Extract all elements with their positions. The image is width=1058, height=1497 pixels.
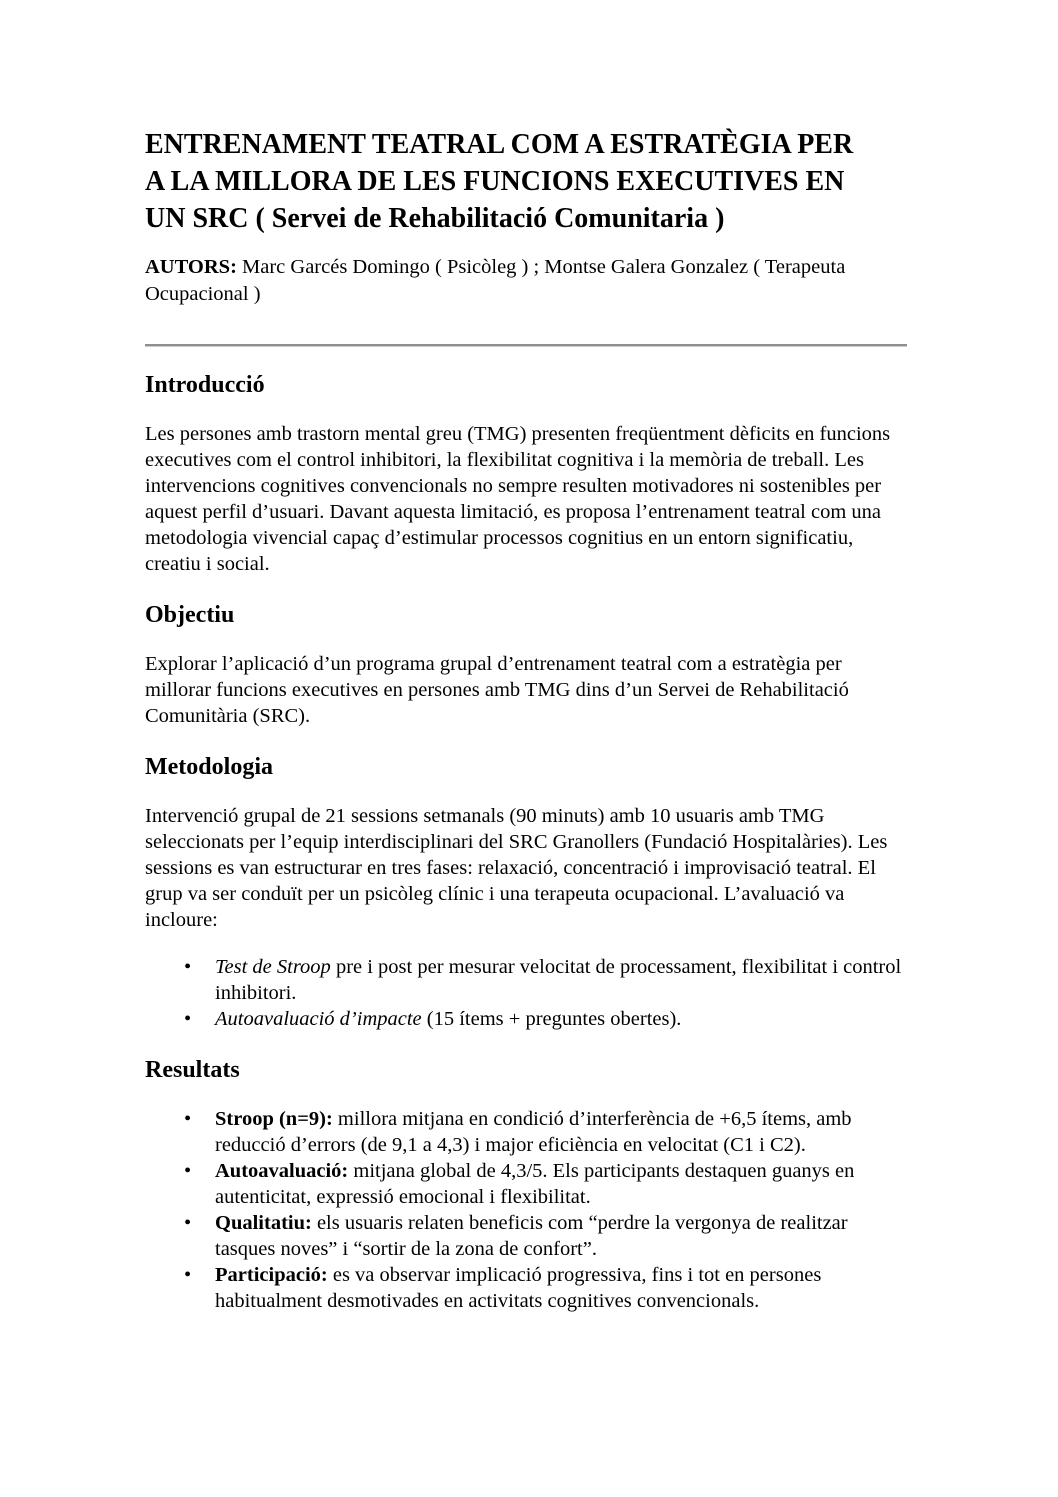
document-title-line: ENTRENAMENT TEATRAL COM A ESTRATÈGIA PER [145,129,854,160]
bullet-lead: Qualitatiu: [215,1212,312,1234]
bullet-item-autoavaluacio-impacte [215,1006,907,1032]
authors-label: AUTORS: [145,256,237,278]
bullet-text: es va observar implicació progressiva, fins i tot en persones habitualment desmotivades en activitats cognitives convencionals. [215,1264,822,1312]
document-title [145,126,907,237]
document-title-line: UN SRC ( Servei de Rehabilitació Comunitaria ) [145,203,725,234]
bullet-item-test-stroop [215,954,907,1006]
authors-line [145,254,907,308]
bullet-lead: Participació: [215,1264,328,1286]
bullet-item-stroop [215,1106,907,1158]
bullet-text: mitjana global de 4,3/5. Els participants destaquen guanys en autenticitat, expressió emocional i flexibilitat. [215,1160,855,1208]
authors-names: Marc Garcés Domingo ( Psicòleg ) ; Montse Galera Gonzalez ( Terapeuta Ocupacional ) [145,256,846,305]
bullet-lead: Autoavaluació: [215,1160,349,1182]
section-divider [145,344,907,347]
paragraph-objectiu: Explorar l’aplicació d’un programa grupal d’entrenament teatral com a estratègia per millorar funcions executives en persones amb TMG dins d’un Servei de Rehabilitació Comunitària (SRC). [145,653,849,727]
section-heading-introduccio: Introducció [145,372,265,398]
resultats-bullet-list [145,1106,907,1314]
section-heading-resultats: Resultats [145,1057,240,1083]
bullet-lead: Autoavaluació d’impacte [215,1008,422,1030]
bullet-lead: Stroop (n=9): [215,1108,333,1130]
paragraph-metodologia: Intervenció grupal de 21 sessions setmanals (90 minuts) amb 10 usuaris amb TMG seleccionats per l’equip interdisciplinari del SRC Granollers (Fundació Hospitalàries). Les sessions es van estructurar en tres fases: relaxació, concentració i improvisació teatral. El grup va ser conduït per un psicòleg clínic i una terapeuta ocupacional. L’avaluació va incloure: [145,805,888,931]
section-heading-objectiu: Objectiu [145,602,235,628]
bullet-text: millora mitjana en condició d’interferència de +6,5 ítems, amb reducció d’errors (de 9,1 a 4,3) i major eficiència en velocitat (C1 i C2). [215,1108,852,1156]
section-heading-metodologia: Metodologia [145,754,273,780]
bullet-text: (15 ítems + preguntes obertes). [421,1008,682,1030]
bullet-lead: Test de Stroop [215,956,331,978]
bullet-text: pre i post per mesurar velocitat de processament, flexibilitat i control inhibitori. [215,956,902,1004]
document-title-line: A LA MILLORA DE LES FUNCIONS EXECUTIVES EN [145,166,845,197]
bullet-item-autoavaluacio [215,1158,907,1210]
bullet-item-participacio [215,1262,907,1314]
paragraph-introduccio: Les persones amb trastorn mental greu (TMG) presenten freqüentment dèficits en funcions executives com el control inhibitori, la flexibilitat cognitiva i la memòria de treball. Les intervencions cognitives convencionals no sempre resulten motivadores ni sostenibles per aquest perfil d’usuari. Davant aquesta limitació, es proposa l’entrenament teatral com una metodologia vivencial capaç d’estimular processos cognitius en un entorn significatiu, creatiu i social. [145,423,891,575]
bullet-item-qualitatiu [215,1210,907,1262]
bullet-text: els usuaris relaten beneficis com “perdre la vergonya de realitzar tasques noves” i “sortir de la zona de confort”. [215,1212,848,1260]
metodologia-bullet-list [145,954,907,1032]
